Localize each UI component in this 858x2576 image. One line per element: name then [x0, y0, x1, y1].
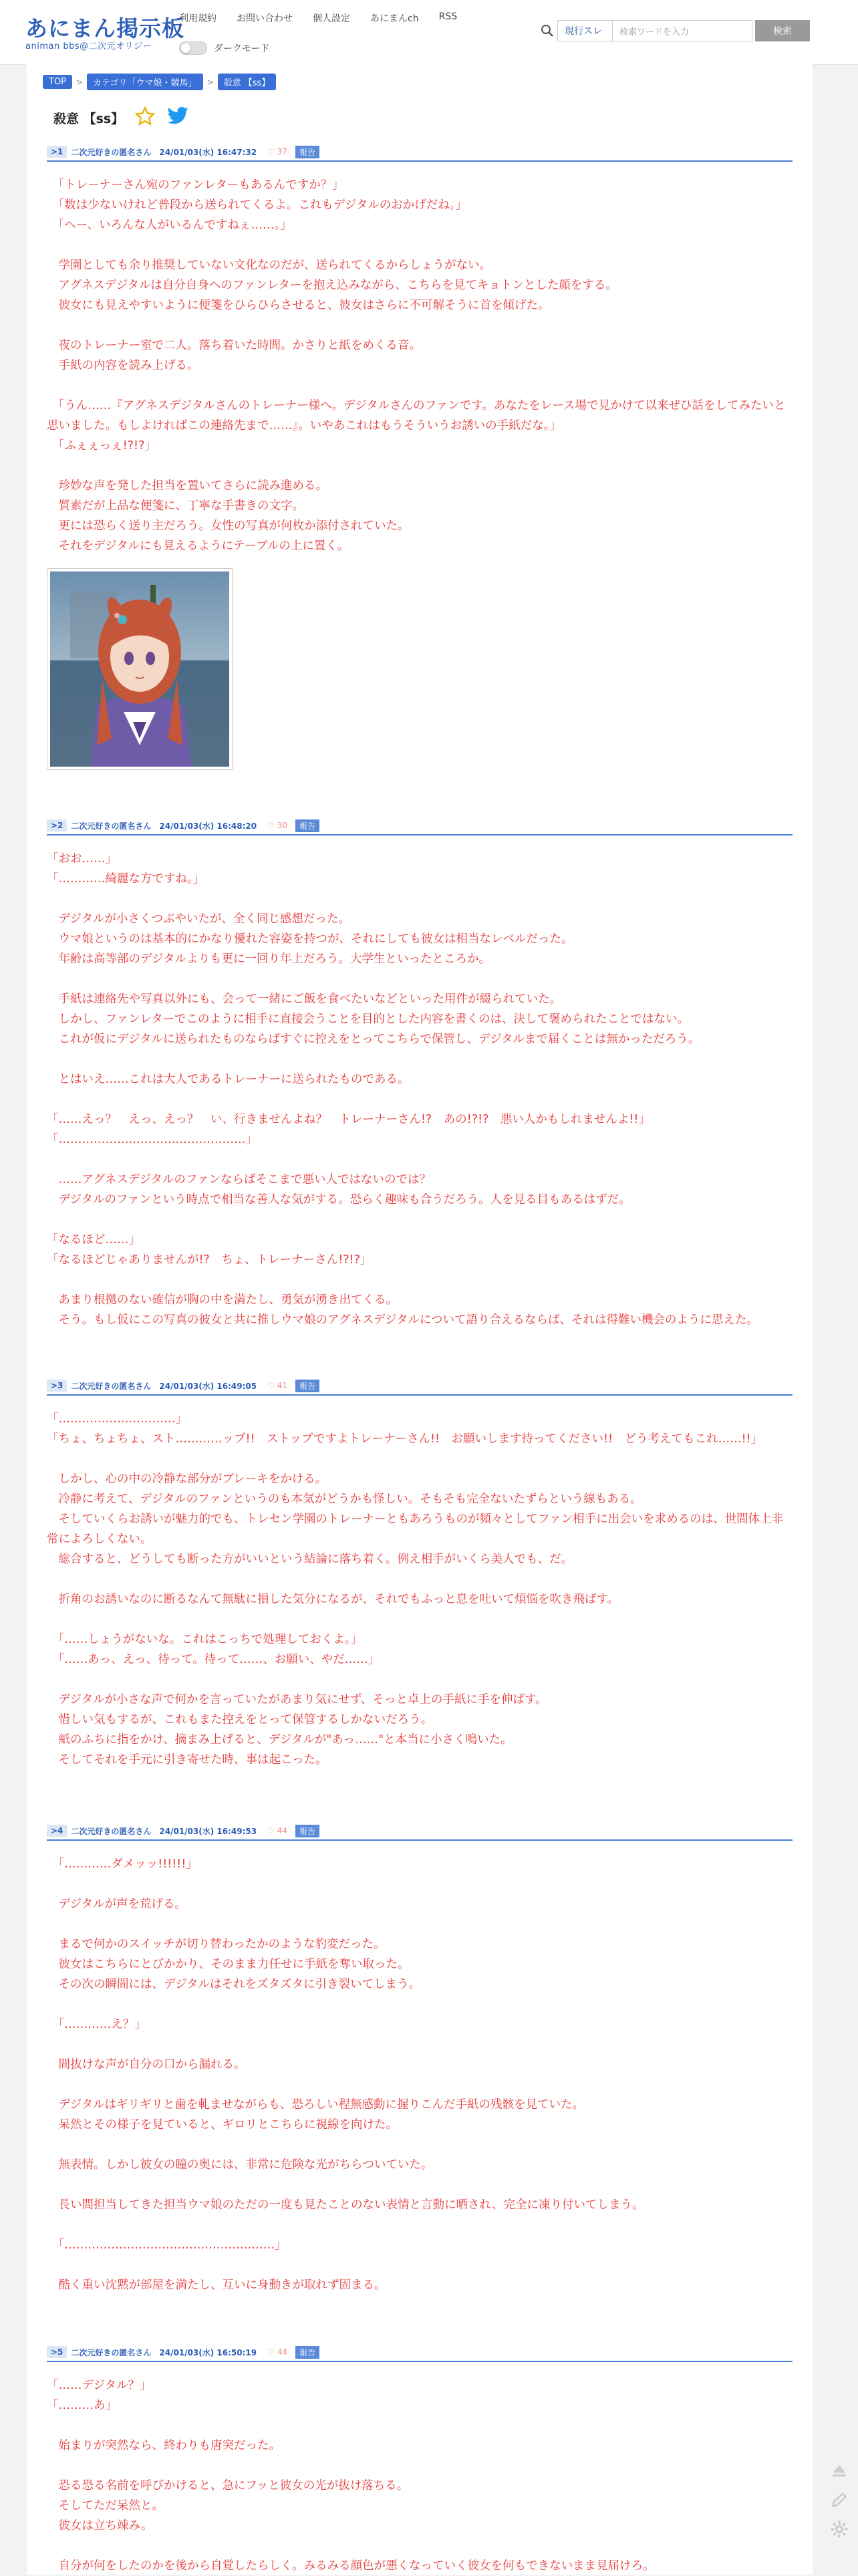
post-body [47, 2362, 793, 2576]
post-line: 「……デジタル？」 [47, 2379, 152, 2392]
edit-icon[interactable] [829, 2489, 850, 2510]
post-line: 「なるほど……」 [47, 1233, 140, 1247]
post-line [47, 376, 793, 396]
post-number[interactable]: >5 [47, 2346, 67, 2358]
post-line: ……アグネスデジタルのファンならばそこまで悪い人ではないのでは？ [47, 1173, 432, 1186]
post-line: 長い間担当してきた担当ウマ娘のただの一度も見たことのない表情と言動に晒され、完全に凍り付いてしまう。 [47, 2198, 644, 2212]
post-3 [47, 1377, 793, 1790]
post-line [47, 2075, 793, 2095]
post-line: 紙のふちに指をかけ、摘まみ上げると、デジタルが"あっ……"と本当に小さく鳴いた。 [47, 1733, 513, 1747]
post-date: 24/01/03(水) 16:50:19 [159, 2347, 257, 2357]
nav-settings[interactable]: 個人設定 [313, 13, 350, 24]
post-line: 「…………ダメッッ!!!!!!」 [47, 1857, 198, 1871]
post-body [47, 1841, 793, 2295]
post-line [47, 1874, 793, 1894]
post-line: 「…………綺麗な方ですね。」 [47, 872, 205, 886]
post-line: 始まりが突然なら、終わりも唐突だった。 [47, 2439, 281, 2452]
post-line: 年齢は高等部のデジタルよりも更に一回り年上だろう。大学生といったところか。 [47, 952, 490, 966]
post-line: 「………………………………………………」 [47, 2238, 287, 2252]
post-line [47, 2416, 793, 2436]
post-line: 「なるほどじゃありませんが!? ちょ、トレーナーさん!?!?」 [47, 1253, 372, 1267]
post-line: それをデジタルにも見えるようにテーブルの上に置く。 [47, 539, 349, 553]
post-line: 更には恐らく送り主だろう。女性の写真が何枚か添付されていた。 [47, 519, 410, 533]
like-button[interactable]: ♡ 37 [267, 147, 287, 156]
post-5 [47, 2343, 793, 2576]
post-line: 「うん……『アグネスデジタルさんのトレーナー様へ。デジタルさんのファンです。あなたをレース場で見かけて以来ぜひ話をしてみたいと思いました。もしよければこの連絡先まで……』。いやあこれはもうそういうお誘いの手紙だな。」 [47, 399, 786, 432]
post-line: 学園としても余り推奨していない文化なのだが、送られてくるからしょうがない。 [47, 259, 491, 272]
post-line [47, 2215, 793, 2235]
post-line [47, 889, 793, 909]
post-line: デジタルのファンという時点で相当な善人な気がする。恐らく趣味も合うだろう。人を見る目もあるはずだ。 [47, 1193, 631, 1206]
post-line [47, 1770, 793, 1790]
post-line: 総合すると、どうしても断った方がいいという結論に落ち着く。例え相手がいくら美人でも、だ。 [47, 1553, 573, 1566]
site-logo[interactable] [25, 16, 184, 51]
post-line: 酷く重い沈黙が部屋を満たし、互いに身動きが取れず固まる。 [47, 2279, 386, 2292]
post-line: あまり根拠のない確信が胸の中を満たし、勇気が湧き出てくる。 [47, 1293, 398, 1307]
like-button[interactable]: ♡ 41 [267, 1381, 287, 1390]
floating-tools [829, 2460, 850, 2540]
post-date: 24/01/03(水) 16:49:05 [159, 1381, 257, 1391]
post-line: 彼女はこちらにとびかかり、そのまま力任せに手紙を奪い取った。 [47, 1958, 410, 1971]
post-line: 冷静に考えて、デジタルのファンというのも本気がどうかも怪しい。そもそも完全ないたずらという線もある。 [47, 1493, 642, 1506]
post-line: 「数は少ないけれど普段から送られてくるよ。これもデジタルのおかげだね。」 [47, 199, 467, 212]
thread-title-row [53, 106, 189, 130]
post-number[interactable]: >4 [47, 1825, 67, 1837]
post-line [47, 1914, 793, 1934]
post-line [47, 1569, 793, 1589]
post-line: まるで何かのスイッチが切り替わったかのような豹変だった。 [47, 1938, 386, 1951]
post-line: 「……しょうがないな。これはこっちで処理しておくよ。」 [47, 1633, 362, 1646]
site-header [0, 0, 858, 65]
post-line: 間抜けな声が自分の口から漏れる。 [47, 2058, 246, 2071]
post-line: そしてそれを手元に引き寄せた時、事は起こった。 [47, 1753, 327, 1767]
post-line [47, 1150, 793, 1170]
star-icon[interactable] [134, 106, 156, 130]
post-line: 折角のお誘いなのに断るなんて無駄に損した気分になるが、それでもふっと息を吐いて煩悩を吹き飛ばす。 [47, 1593, 619, 1606]
post-line: 手紙の内容を読み上げる。 [47, 359, 199, 372]
search-scope-select[interactable]: 現行スレ [557, 20, 612, 41]
post-line: そしてただ呆然と。 [47, 2499, 164, 2513]
post-line [47, 969, 793, 989]
settings-gear-icon[interactable] [829, 2519, 850, 2540]
post-line: 珍妙な声を発した担当を置いてさらに読み進める。 [47, 479, 327, 493]
post-date: 24/01/03(水) 16:47:32 [159, 147, 257, 157]
post-author: 二次元好きの匿名さん [71, 821, 152, 831]
nav-terms[interactable]: 利用規約 [179, 13, 217, 24]
post-header [47, 1822, 793, 1841]
post-author: 二次元好きの匿名さん [71, 1826, 152, 1836]
post-author: 二次元好きの匿名さん [71, 2347, 152, 2357]
post-line: 彼女にも見えやすいように便箋をひらひらさせると、彼女はさらに不可解そうに首を傾げた。 [47, 299, 550, 312]
post-header [47, 2343, 793, 2362]
post-line [47, 315, 793, 336]
like-button[interactable]: ♡ 44 [267, 1826, 287, 1835]
post-line: 自分が何をしたのかを後から自覚したらしく。みるみる顔色が悪くなっていく彼女を何もできないまま見届けろ。 [47, 2559, 655, 2573]
post-line [47, 2536, 793, 2556]
post-line: 「………あ」 [47, 2399, 117, 2412]
post-author: 二次元好きの匿名さん [71, 147, 152, 157]
nav-contact[interactable]: お問い合わせ [237, 13, 293, 24]
toggle-knob [181, 43, 190, 53]
post-line: しかし、ファンレターでこのように相手に直接会うことを目的とした内容を書くのは、決して褒められたことではない。 [47, 1013, 690, 1026]
post-body [47, 162, 793, 770]
post-author: 二次元好きの匿名さん [71, 1381, 152, 1391]
post-line: 「ちょ、ちょちょ、スト…………ップ!! ストップですよトレーナーさん!! お願いします待ってください!! どう考えてもこれ……!!」 [47, 1432, 763, 1446]
report-button[interactable]: 報告 [295, 146, 319, 158]
post-line [47, 1609, 793, 1630]
post-line: そう。もし仮にこの写真の彼女と共に推しウマ娘のアグネスデジタルについて語り合えるならば、それは得難い機会のように思えた。 [47, 1313, 759, 1327]
post-line: デジタルはギリギリと歯を軋ませながらも、恐ろしい程無感動に握りこんだ手紙の残骸を見ていた。 [47, 2098, 584, 2111]
post-line [47, 2255, 793, 2275]
search-bar [537, 20, 810, 41]
dark-mode-toggle[interactable] [179, 41, 207, 55]
post-date: 24/01/03(水) 16:48:20 [159, 821, 257, 831]
post-line [47, 2035, 793, 2055]
like-button[interactable]: ♡ 30 [267, 821, 287, 830]
search-input[interactable]: 検索ワードを入力 [612, 20, 752, 41]
post-header [47, 143, 793, 162]
post-line [47, 1994, 793, 2015]
post-4 [47, 1822, 793, 2295]
breadcrumb-top[interactable]: TOP [43, 75, 72, 89]
post-line: 「…………………………」 [47, 1412, 187, 1426]
report-button[interactable]: 報告 [295, 2346, 319, 2359]
post-number[interactable]: >3 [47, 1380, 67, 1392]
post-line: 夜のトレーナー室で二人。落ち着いた時間。かさりと紙をめくる音。 [47, 339, 421, 352]
nav-animanch[interactable]: あにまんch [370, 13, 419, 24]
twitter-icon[interactable] [166, 106, 189, 129]
post-number[interactable]: >2 [47, 819, 67, 831]
post-body [47, 835, 793, 1330]
post-line [47, 1449, 793, 1469]
report-button[interactable]: 報告 [295, 819, 319, 832]
post-line: そしていくらお誘いが魅力的でも、トレセン学園のトレーナーともあろうものが頻々としてファン相手に出会いを求めるのは、世間体上非常によろしくない。 [47, 1513, 784, 1546]
post-line: 彼女は立ち竦み。 [47, 2519, 153, 2533]
page-title: 殺意 【ss】 [53, 111, 124, 126]
post-line: 「へー、いろんな人がいるんですねぇ……。」 [47, 219, 292, 232]
main-content [27, 64, 813, 2575]
breadcrumb-thread[interactable]: 殺意 【ss】 [218, 74, 277, 90]
post-line [47, 1270, 793, 1290]
post-line: 惜しい気もするが、これもまた控えをとって保管するしかないだろう。 [47, 1713, 433, 1726]
top-nav [179, 11, 457, 25]
post-header [47, 817, 793, 835]
post-date: 24/01/03(水) 16:49:53 [159, 1826, 257, 1836]
post-line: ウマ娘というのは基本的にかなり優れた容姿を持つが、それにしても彼女は相当なレベルだった。 [47, 932, 573, 946]
dark-mode-row [179, 41, 269, 55]
post-line [47, 456, 793, 476]
breadcrumb-category[interactable]: カテゴリ「ウマ娘・競馬」 [87, 74, 202, 90]
character-illustration [50, 571, 229, 767]
post-line: 「おお……」 [47, 852, 117, 866]
post-line: しかし、心の中の冷静な部分がブレーキをかける。 [47, 1472, 327, 1486]
post-line: 「トレーナーさん宛のファンレターもあるんですか？」 [47, 178, 344, 192]
post-line: デジタルが小さな声で何かを言っていたがあまり気にせず、そっと卓上の手紙に手を伸ばす。 [47, 1693, 547, 1706]
post-line: 呆然とその様子を見ていると、ギロリとこちらに視線を向けた。 [47, 2118, 398, 2132]
post-line [47, 1210, 793, 1230]
scroll-top-icon[interactable] [829, 2460, 850, 2481]
post-1 [47, 143, 793, 770]
post-2 [47, 817, 793, 1330]
post-image-thumbnail[interactable] [47, 568, 233, 770]
post-line: 「…………え？」 [47, 2018, 146, 2031]
nav-rss[interactable]: RSS [438, 11, 458, 22]
post-line: デジタルが声を荒げる。 [47, 1898, 186, 1911]
logo-main-text[interactable]: あにまん掲示板 [25, 15, 184, 41]
search-button[interactable]: 検索 [755, 20, 810, 41]
post-line: アグネスデジタルは自分自身へのファンレターを抱え込みながら、こちらを見てキョトンとした顔をする。 [47, 279, 617, 292]
post-line [47, 2175, 793, 2195]
post-line: 「ふぇぇっぇ!?!?」 [47, 439, 156, 453]
post-line [47, 1670, 793, 1690]
post-line: これが仮にデジタルに送られたものならばすぐに控えをとってこちらで保管し、デジタルまで届くことは無かっただろう。 [47, 1033, 700, 1046]
report-button[interactable]: 報告 [295, 1825, 319, 1837]
report-button[interactable]: 報告 [295, 1380, 319, 1392]
post-line: 「……あっ、えっ、待って。待って……、お願い、やだ……」 [47, 1653, 380, 1666]
post-header [47, 1377, 793, 1396]
post-body [47, 1396, 793, 1790]
post-line [47, 2456, 793, 2476]
post-line [47, 1089, 793, 1110]
post-line [47, 235, 793, 255]
post-line: 手紙は連絡先や写真以外にも、会って一緒にご飯を食べたいなどといった用件が綴られていた。 [47, 993, 561, 1006]
breadcrumb [43, 74, 276, 90]
logo-sub-text: animan bbs@二次元オリジー [25, 41, 152, 51]
post-line: 「……えっ？ えっ、えっ？ い、行きませんよね？ トレーナーさん!? あの!?!? 悪い人かもしれませんよ!!」 [47, 1113, 650, 1126]
like-button[interactable]: ♡ 44 [267, 2347, 287, 2357]
breadcrumb-separator: > [76, 77, 84, 87]
post-line: 恐る恐る名前を呼びかけると、急にフッと彼女の光が抜け落ちる。 [47, 2479, 409, 2492]
post-number[interactable]: >1 [47, 146, 67, 158]
post-line: とはいえ……これは大人であるトレーナーに送られたものである。 [47, 1073, 410, 1086]
search-icon [537, 21, 557, 41]
breadcrumb-separator: > [206, 77, 214, 87]
post-line [47, 1049, 793, 1069]
post-line: デジタルが小さくつぶやいたが、全く同じ感想だった。 [47, 912, 350, 926]
post-line [47, 2135, 793, 2155]
post-line: 無表情。しかし彼女の瞳の奥には、非常に危険な光がちらついていた。 [47, 2158, 433, 2172]
post-line: 質素だが上品な便箋に、丁寧な手書きの文字。 [47, 499, 304, 513]
dark-mode-label: ダークモード [214, 43, 270, 54]
post-line: その次の瞬間には、デジタルはそれをズタズタに引き裂いてしまう。 [47, 1978, 420, 1991]
post-line: 「…………………………………………」 [47, 1133, 257, 1146]
